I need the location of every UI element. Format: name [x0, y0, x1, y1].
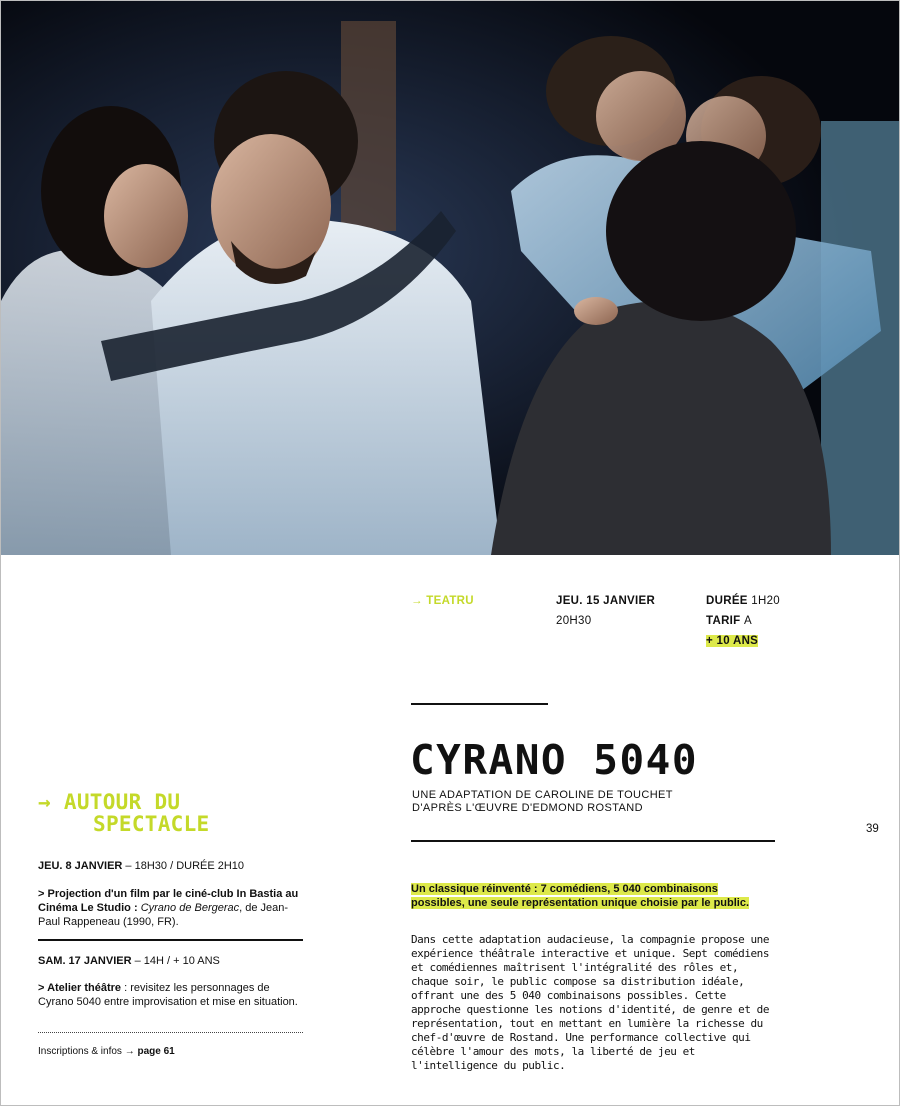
subtitle-line-1: UNE ADAPTATION DE CAROLINE DE TOUCHET [412, 789, 673, 801]
theater-photo-icon [1, 1, 900, 555]
event-2-desc: : revisitez les personnages de Cyrano 5040 entre improvisation et mise en situation. [38, 982, 298, 1008]
subtitle-line-2: D'APRÈS L'ŒUVRE D'EDMOND ROSTAND [412, 802, 643, 814]
event-1-title: > Projection d'un film par le ciné-club In Bastia au Cinéma Le Studio : [38, 888, 299, 914]
show-title: CYRANO 5040 [410, 736, 699, 784]
tarif-label: TARIF [706, 615, 741, 627]
age-badge: + 10 ANS [706, 635, 759, 647]
event-2-description [38, 981, 303, 1009]
theater-photo [1, 1, 900, 555]
lead-paragraph [411, 882, 771, 910]
show-date-block [556, 591, 655, 631]
show-time: 20H30 [556, 615, 592, 627]
footer-text: Inscriptions & infos [38, 1046, 125, 1057]
event-1-date: JEU. 8 JANVIER [38, 860, 123, 872]
lead-text: Un classique réinventé : 7 comédiens, 5 040 combinaisons possibles, une seule représentation unique choisie par le public. [411, 883, 750, 909]
sidebar-title-line-2: SPECTACLE [93, 812, 210, 836]
duration-label: DURÉE [706, 595, 748, 607]
body-paragraph: Dans cette adaptation audacieuse, la compagnie propose une expérience théâtrale interactive et unique. Sept comédiens et comédiennes maîtrisent l'intégralité des rôles et, chaque soir, le public compose sa distribution idéale, offrant une des 5 040 combinaisons possibles. Cette approche questionne les notions d'identité, de genre et de représentation, tout en mettant en lumière la richesse du chef-d'œuvre de Rostand. Une performance collective qui célèbre l'amour des mots, la liberté de jeu et l'intelligence du public. [411, 933, 770, 1072]
category-text: → TEATRU [411, 595, 474, 607]
event-2-date: SAM. 17 JANVIER [38, 955, 132, 967]
sidebar-divider [38, 939, 303, 941]
duration-row [706, 591, 780, 611]
sidebar-dotted-divider [38, 1032, 303, 1033]
show-info-block [706, 591, 780, 651]
footer-page-link[interactable]: → page 61 [124, 1046, 175, 1057]
page-number: 39 [866, 823, 879, 835]
show-subtitle [412, 789, 673, 815]
category-label [411, 591, 474, 611]
tarif-value: A [744, 615, 752, 627]
event-1-film: Cyrano de Bergerac [140, 902, 240, 914]
sidebar-footer [38, 1045, 303, 1059]
event-1-description [38, 887, 303, 929]
title-divider-long [411, 840, 775, 842]
sidebar-title [38, 791, 210, 835]
show-date: JEU. 15 JANVIER [556, 595, 656, 607]
age-row [706, 631, 780, 651]
tarif-row [706, 611, 780, 631]
duration-value: 1H20 [751, 595, 780, 607]
event-1-header [38, 859, 303, 873]
event-2-header [38, 954, 303, 968]
event-2-title: > Atelier théâtre [38, 982, 122, 994]
event-1-rest: , de Jean-Paul Rappeneau (1990, FR). [38, 902, 289, 928]
event-2-time: – 14H / + 10 ANS [131, 955, 220, 967]
event-1-time: – 18H30 / DURÉE 2H10 [122, 860, 245, 872]
sidebar-title-line-1: → AUTOUR DU [38, 790, 181, 814]
title-divider-short [411, 703, 548, 705]
